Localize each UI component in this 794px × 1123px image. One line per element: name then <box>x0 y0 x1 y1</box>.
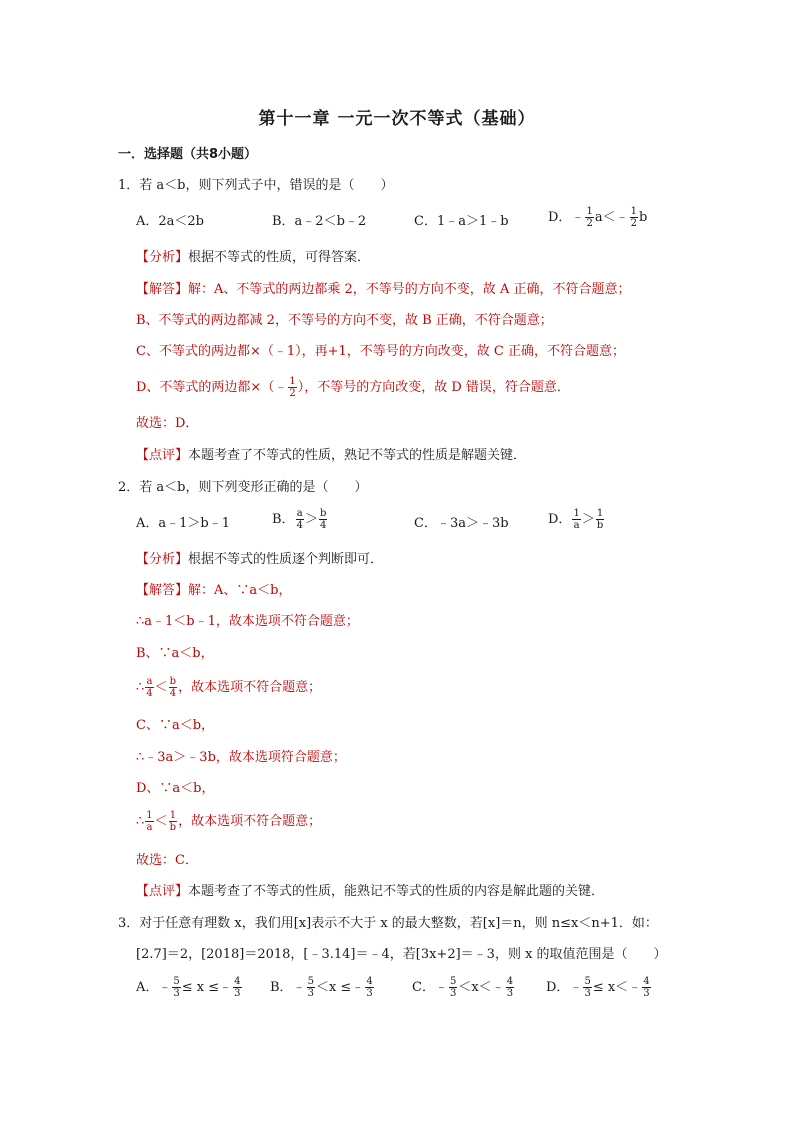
q1-solution-1: 【解答】解：A、不等式的两边都乘 2，不等号的方向不变，故 A 正确，不符合题意； <box>136 282 631 297</box>
q1-comment: 【点评】本题考查了不等式的性质，熟记不等式的性质是解题关键． <box>136 448 527 463</box>
q3-stem-1: 3．对于任意有理数 x，我们用[x]表示不大于 x 的最大整数，若[x]＝n，则 n≤x＜n+1．如： <box>118 916 658 931</box>
fraction-5-over-3: $\frac{5}{3}$ <box>449 976 457 999</box>
fraction-1-over-a: $\frac{1}{a}$ <box>146 810 153 833</box>
q2-option-c[interactable]: C．﹣3a＞﹣3b <box>414 516 509 531</box>
q1-option-b[interactable]: B．a﹣2＜b﹣2 <box>272 214 367 229</box>
fraction-1-over-b: $\frac{1}{b}$ <box>169 810 177 833</box>
fraction-half: $\frac{1}{2}$ <box>630 206 637 229</box>
fraction-half: $\frac{1}{2}$ <box>586 206 593 229</box>
q1-option-d-prefix: D．﹣ <box>548 210 585 225</box>
q3-option-d[interactable]: D．﹣ $\frac{5}{3}$ ≤ x＜﹣ $\frac{4}{3}$ <box>546 976 650 999</box>
fraction-4-over-3: $\frac{4}{3}$ <box>506 976 514 999</box>
fraction-5-over-3: $\frac{5}{3}$ <box>584 976 591 999</box>
fraction-a-over-4: $\frac{a}{4}$ <box>146 676 153 699</box>
page-title: 第十一章 一元一次不等式（基础） <box>258 109 536 129</box>
fraction-1-over-a: $\frac{1}{a}$ <box>573 508 580 531</box>
q1-choose: 故选：D． <box>136 416 199 431</box>
fraction-5-over-3: $\frac{5}{3}$ <box>307 976 314 999</box>
q2-solution-4: ∴ $\frac{a}{4}$ ＜ $\frac{b}{4}$ ，故本选项不符合题意； <box>136 676 322 699</box>
q2-stem: 2．若 a＜b，则下列变形正确的是（ ） <box>118 480 368 495</box>
q2-solution-5: C、∵a＜b， <box>136 718 215 733</box>
q2-solution-6: ∴﹣3a＞﹣3b，故本选项符合题意； <box>136 750 346 765</box>
fraction-1-over-b: $\frac{1}{b}$ <box>596 508 604 531</box>
q2-comment: 【点评】本题考查了不等式的性质，能熟记不等式的性质的内容是解此题的关键． <box>136 884 605 899</box>
q2-solution-2: ∴a﹣1＜b﹣1，故本选项不符合题意； <box>136 614 359 629</box>
q2-solution-1: 【解答】解：A、∵a＜b， <box>136 583 292 598</box>
q2-solution-8: ∴ $\frac{1}{a}$ ＜ $\frac{1}{b}$ ，故本选项不符合题意； <box>136 810 322 833</box>
q2-option-d[interactable]: D． $\frac{1}{a}$ ＞ $\frac{1}{b}$ <box>548 508 604 531</box>
q1-solution-3: C、不等式的两边都×（﹣1），再+1，不等号的方向改变，故 C 正确，不符合题意； <box>136 344 625 359</box>
q1-option-d-mid: a＜﹣ <box>594 210 629 225</box>
q1-option-a[interactable]: A．2a＜2b <box>136 214 205 229</box>
fraction-half: $\frac{1}{2}$ <box>289 376 296 399</box>
fraction-4-over-3: $\frac{4}{3}$ <box>643 976 650 999</box>
q2-analysis: 【分析】根据不等式的性质逐个判断即可． <box>136 552 384 567</box>
q2-option-a[interactable]: A．a﹣1＞b﹣1 <box>136 516 231 531</box>
q2-solution-7: D、∵a＜b， <box>136 781 215 796</box>
q2-option-b[interactable]: B． $\frac{a}{4}$ ＞ $\frac{b}{4}$ <box>272 508 327 531</box>
q1-solution-2: B、不等式的两边都减 2，不等号的方向不变，故 B 正确，不符合题意； <box>136 313 553 328</box>
q1-option-d-suffix: b <box>638 210 648 225</box>
q1-option-d[interactable] <box>548 206 647 229</box>
fraction-b-over-4: $\frac{b}{4}$ <box>169 676 177 699</box>
q3-option-b[interactable]: B．﹣ $\frac{5}{3}$ ＜x ≤﹣ $\frac{4}{3}$ <box>270 976 373 999</box>
q3-stem-2: [2.7]＝2，[2018]＝2018，[﹣3.14]＝﹣4，若[3x+2]＝﹣3，则 x 的取值范围是（ ） <box>136 947 667 962</box>
q1-solution-4: D、不等式的两边都×（﹣ $\frac{1}{2}$ ），不等号的方向改变，故 D 错误，符合题意． <box>136 376 570 399</box>
fraction-4-over-3: $\frac{4}{3}$ <box>366 976 373 999</box>
fraction-4-over-3: $\frac{4}{3}$ <box>234 976 241 999</box>
fraction-b-over-4: $\frac{b}{4}$ <box>319 508 327 531</box>
section-heading: 一．选择题（共8小题） <box>118 147 258 162</box>
q1-analysis: 【分析】根据不等式的性质，可得答案． <box>136 250 371 265</box>
q2-solution-3: B、∵a＜b， <box>136 646 214 661</box>
q3-option-c[interactable]: C．﹣ $\frac{5}{3}$ ＜x＜﹣ $\frac{4}{3}$ <box>412 976 514 999</box>
q1-stem: 1．若 a＜b，则下列式子中，错误的是（ ） <box>118 178 394 193</box>
fraction-5-over-3: $\frac{5}{3}$ <box>173 976 180 999</box>
fraction-a-over-4: $\frac{a}{4}$ <box>296 508 303 531</box>
q3-option-a[interactable]: A．﹣ $\frac{5}{3}$ ≤ x ≤﹣ $\frac{4}{3}$ <box>136 976 241 999</box>
q2-choose: 故选：C． <box>136 853 198 868</box>
q1-option-c[interactable]: C．1﹣a＞1﹣b <box>414 214 509 229</box>
